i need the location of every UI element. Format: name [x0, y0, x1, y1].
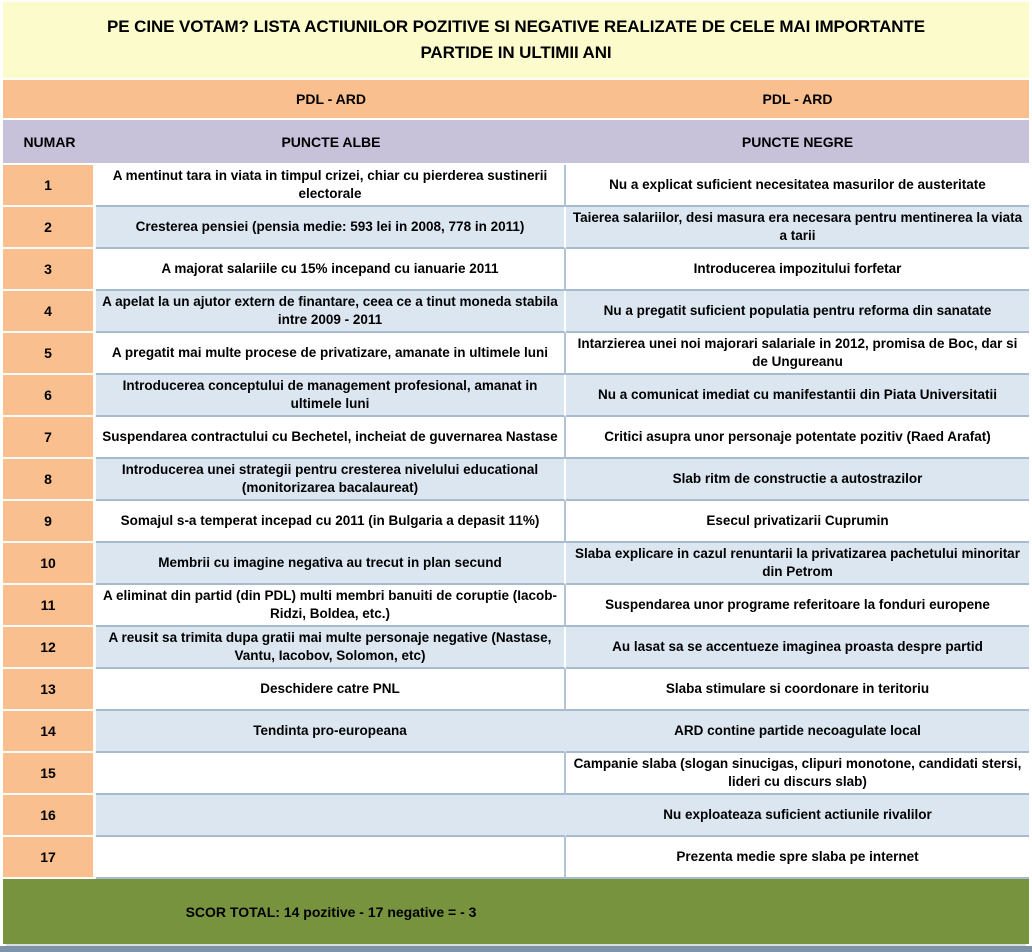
puncte-negre-cell: Nu exploateaza suficient actiunile rivalilor — [566, 795, 1029, 837]
row-number-cell: 11 — [3, 585, 96, 627]
puncte-negre-cell: Intarzierea unei noi majorari salariale in 2012, promisa de Boc, dar si de Ungureanu — [566, 333, 1029, 375]
puncte-negre-cell: Slaba explicare in cazul renuntarii la privatizarea pachetului minoritar din Petrom — [566, 543, 1029, 585]
puncte-albe-cell: A mentinut tara in viata in timpul crizei, chiar cu pierderea sustinerii electorale — [96, 165, 566, 207]
row-number-cell: 12 — [3, 627, 96, 669]
row-number-cell: 9 — [3, 501, 96, 543]
row-number-cell: 1 — [3, 165, 96, 207]
puncte-albe-cell — [96, 795, 566, 837]
column-header-puncte-albe: PUNCTE ALBE — [281, 133, 381, 150]
score-footer — [3, 879, 1029, 944]
row-number-cell: 7 — [3, 417, 96, 459]
table-row — [3, 795, 1029, 837]
puncte-albe-cell: Deschidere catre PNL — [96, 669, 566, 711]
column-header-numar: NUMAR — [23, 133, 76, 150]
page-title-line1: PE CINE VOTAM? LISTA ACTIUNILOR POZITIVE SI NEGATIVE REALIZATE DE CELE MAI IMPORTANTE — [107, 17, 925, 36]
puncte-albe-cell: A pregatit mai multe procese de privatizare, amanate in ultimele luni — [96, 333, 566, 375]
puncte-albe-cell: Cresterea pensiei (pensia medie: 593 lei in 2008, 778 in 2011) — [96, 207, 566, 249]
table-row — [3, 543, 1029, 585]
table-row — [3, 459, 1029, 501]
row-number-cell: 15 — [3, 753, 96, 795]
row-number-cell: 8 — [3, 459, 96, 501]
row-number-cell: 2 — [3, 207, 96, 249]
row-number-cell: 10 — [3, 543, 96, 585]
row-number-cell: 14 — [3, 711, 96, 753]
row-number-cell: 13 — [3, 669, 96, 711]
table-row — [3, 291, 1029, 333]
puncte-negre-cell: Slaba stimulare si coordonare in teritoriu — [566, 669, 1029, 711]
party-header-row — [3, 80, 1029, 118]
puncte-albe-cell — [96, 753, 566, 795]
row-number-cell: 5 — [3, 333, 96, 375]
puncte-negre-cell: Nu a pregatit suficient populatia pentru reforma din sanatate — [566, 291, 1029, 333]
table-rows — [3, 165, 1029, 879]
puncte-albe-cell: A eliminat din partid (din PDL) multi membri banuiti de coruptie (Iacob-Ridzi, Boldea, etc.) — [96, 585, 566, 627]
table-row — [3, 375, 1029, 417]
table-row — [3, 669, 1029, 711]
column-header-puncte-negre: PUNCTE NEGRE — [741, 133, 854, 150]
column-header-row — [3, 120, 1029, 163]
table-row — [3, 627, 1029, 669]
party-header-spacer — [3, 80, 96, 118]
puncte-negre-cell: Prezenta medie spre slaba pe internet — [566, 837, 1029, 879]
table-row — [3, 333, 1029, 375]
table-row — [3, 501, 1029, 543]
puncte-albe-cell — [96, 837, 566, 879]
puncte-albe-cell: Introducerea unei strategii pentru cresterea nivelului educational (monitorizarea bacalaureat) — [96, 459, 566, 501]
puncte-albe-cell: A reusit sa trimita dupa gratii mai multe personaje negative (Nastase, Vantu, Iacobov, Solomon, etc) — [96, 627, 566, 669]
row-number-cell: 16 — [3, 795, 96, 837]
table-row — [3, 711, 1029, 753]
puncte-negre-cell: Introducerea impozitului forfetar — [566, 249, 1029, 291]
puncte-negre-cell: Nu a comunicat imediat cu manifestantii din Piata Universitatii — [566, 375, 1029, 417]
puncte-albe-cell: Introducerea conceptului de management profesional, amanat in ultimele luni — [96, 375, 566, 417]
puncte-negre-cell: Taierea salariilor, desi masura era necesara pentru mentinerea la viata a tarii — [566, 207, 1029, 249]
puncte-albe-cell: Tendinta pro-europeana — [96, 711, 566, 753]
puncte-negre-cell: Critici asupra unor personaje potentate pozitiv (Raed Arafat) — [566, 417, 1029, 459]
puncte-negre-cell: Esecul privatizarii Cuprumin — [566, 501, 1029, 543]
row-number-cell: 17 — [3, 837, 96, 879]
footer-edge-dark — [0, 946, 1032, 952]
party-header-left: PDL - ARD — [296, 91, 366, 107]
puncte-negre-cell: Au lasat sa se accentueze imaginea proasta despre partid — [566, 627, 1029, 669]
row-number-cell: 3 — [3, 249, 96, 291]
puncte-negre-cell: Nu a explicat suficient necesitatea masurilor de austeritate — [566, 165, 1029, 207]
puncte-albe-cell: Suspendarea contractului cu Bechetel, incheiat de guvernarea Nastase — [96, 417, 566, 459]
puncte-albe-cell: A majorat salariile cu 15% incepand cu ianuarie 2011 — [96, 249, 566, 291]
puncte-albe-cell: A apelat la un ajutor extern de finantare, ceea ce a tinut moneda stabila intre 2009 - 2011 — [96, 291, 566, 333]
puncte-negre-cell: Campanie slaba (slogan sinucigas, clipuri monotone, candidati stersi, lideri cu discurs slab) — [566, 753, 1029, 795]
row-number-cell: 4 — [3, 291, 96, 333]
table-row — [3, 207, 1029, 249]
puncte-negre-cell: Suspendarea unor programe referitoare la fonduri europene — [566, 585, 1029, 627]
table-row — [3, 249, 1029, 291]
party-header-right: PDL - ARD — [762, 91, 833, 107]
puncte-albe-cell: Somajul s-a temperat incepad cu 2011 (in Bulgaria a depasit 11%) — [96, 501, 566, 543]
table-row — [3, 837, 1029, 879]
table-row — [3, 417, 1029, 459]
row-number-cell: 6 — [3, 375, 96, 417]
page-title-line2: PARTIDE IN ULTIMII ANI — [420, 43, 612, 62]
puncte-negre-cell: Slab ritm de constructie a autostrazilor — [566, 459, 1029, 501]
puncte-negre-cell: ARD contine partide necoagulate local — [566, 711, 1029, 753]
table-row — [3, 165, 1029, 207]
score-total-text: SCOR TOTAL: 14 pozitive - 17 negative = - 3 — [185, 903, 477, 920]
table-row — [3, 753, 1029, 795]
puncte-albe-cell: Membrii cu imagine negativa au trecut in plan secund — [96, 543, 566, 585]
table-row — [3, 585, 1029, 627]
page-title — [3, 2, 1029, 78]
